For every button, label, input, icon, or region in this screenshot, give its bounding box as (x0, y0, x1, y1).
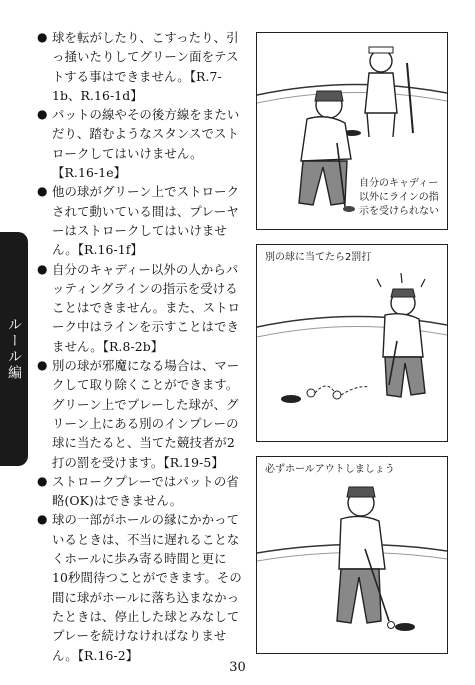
ball-hit-drawing (257, 245, 447, 441)
caption-ball-hit: 別の球に当てたら2罰打 (265, 252, 372, 263)
hole-out-drawing (257, 457, 447, 653)
caption-hole-out: 必ずホールアウトしましょう (265, 464, 395, 475)
rules-list (36, 28, 242, 665)
section-tab (0, 232, 28, 466)
rule-item: ● 別の球が邪魔になる場合は、マークして取り除くことができます。グリーン上でプレーした球が、グリーン上にある別のインプレーの球に当たると、当てた競技者が2打の罰を受けます。【R.19-5】 (37, 358, 240, 470)
rule-item: ● パットの線やその後方線をまたいだり、踏むようなスタンスでストロークしてはいけません。【R.16-1e】 (37, 107, 240, 181)
illustration-caddie (256, 32, 448, 230)
section-tab-label: ルール編 (6, 317, 22, 381)
rule-item: ● 自分のキャディー以外の人からパッティングラインの指示を受けることはできません。また、ストローク中はラインを示すことはできません。【R.8-2b】 (37, 261, 241, 354)
rule-item: ● ストロークプレーではパットの省略(OK)はできません。 (37, 473, 239, 509)
rule-item: ● 球の一部がホールの縁にかかっているときは、不当に遅れることなくホールに歩み寄る時間と更に10秒間待つことができます。その間に球がホールに落ち込まなかったときは、停止した球とみなしてプレーを続けなければなりません。【R.16-2】 (37, 512, 242, 663)
rule-item: ● 球を転がしたり、こすったり、引っ掻いたりしてグリーン面をテストする事はできません。【R.7-1b、R.16-1d】 (37, 30, 239, 103)
illustration-hole-out (256, 456, 448, 654)
rule-item: ● 他の球がグリーン上でストロークされて動いている間は、プレーヤーはストロークしてはいけません。【R.16-1f】 (37, 184, 240, 258)
caption-caddie: 自分のキャディー以外にラインの指示を受けられない (359, 177, 443, 219)
illustration-ball-hit (256, 244, 448, 442)
page-number: 30 (229, 660, 246, 675)
